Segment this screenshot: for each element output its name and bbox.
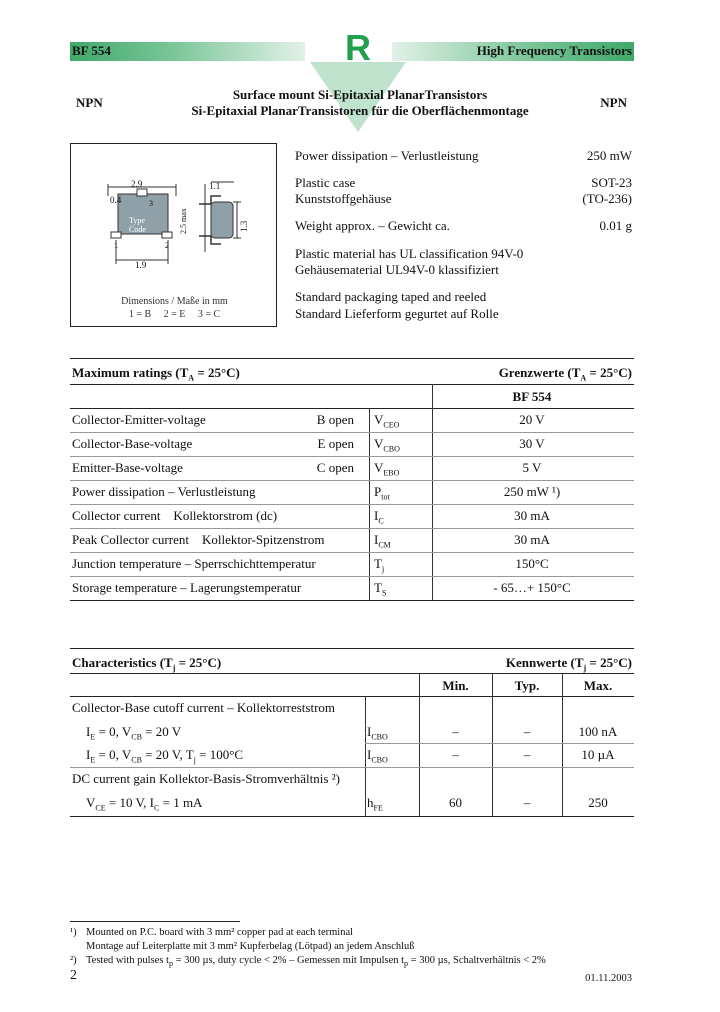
rating-value: 30 mA: [514, 532, 550, 547]
row2-max: 10 µA: [581, 747, 615, 762]
rating-symbol: $I_{CM}$: [374, 532, 391, 550]
row3-min: 60: [449, 795, 462, 810]
dim-pad: 0.4: [110, 195, 122, 205]
page-number: 2: [70, 968, 77, 983]
row-divider: [70, 432, 634, 433]
row2-symbol: $I_{CBO}$: [367, 747, 388, 765]
spec-ul-en: Plastic material has UL classification 94V-0: [295, 246, 524, 261]
dim-lead: 1.1: [209, 181, 221, 191]
rating-condition: C open: [316, 460, 354, 475]
part-number: BF 554: [72, 43, 111, 58]
pin3-label: 3: [149, 199, 153, 208]
rating-symbol: $T_S$: [374, 580, 387, 598]
footnote1-mark: ¹): [70, 927, 77, 938]
table-bottom-rule: [70, 600, 634, 601]
footnote2-mark: ²): [70, 955, 77, 966]
spec-case-label: Plastic case: [295, 175, 356, 190]
row1-condition: $I_E = 0$, $V_{CB} = 20$ V: [86, 724, 182, 742]
row-divider: [70, 767, 634, 768]
row3-max: 250: [588, 795, 608, 810]
row-divider: [70, 576, 634, 577]
row3-condition: $V_{CE} = 10$ V, $I_C = 1$ mA: [86, 795, 203, 813]
grenzwerte-title: Grenzwerte $(T_A = 25^\circ C)$: [498, 365, 632, 383]
dim-side: 1.3: [239, 220, 249, 232]
dimension-caption: Dimensions / Maße in mm: [121, 296, 228, 307]
row-divider: [70, 528, 634, 529]
spec-case-value: SOT-23: [591, 175, 632, 190]
column-header-bf554: BF 554: [512, 389, 552, 404]
rating-condition: B open: [316, 412, 354, 427]
rating-name: Storage temperature – Lagerungstemperatur: [72, 580, 302, 595]
spec-packaging-de: Standard Lieferform gegurtet auf Rolle: [295, 306, 499, 321]
row3-typ: –: [523, 795, 531, 810]
rating-symbol: $V_{EBO}$: [374, 460, 400, 478]
spec-power-value: 250 mW: [586, 148, 632, 163]
title-english: Surface mount Si-Epitaxial PlanarTransistors: [232, 87, 488, 102]
dim-pitch: 1.9: [135, 260, 147, 270]
rating-name: Power dissipation – Verlustleistung: [72, 484, 256, 499]
rating-value: 150°C: [515, 556, 549, 571]
row2-typ: –: [523, 747, 531, 762]
spec-power-label: Power dissipation – Verlustleistung: [295, 148, 479, 163]
rating-value: 5 V: [522, 460, 542, 475]
footnote-rule: [70, 921, 240, 922]
table-header-rule: [70, 696, 634, 697]
rating-symbol: $P_{tot}$: [374, 484, 390, 502]
max-ratings-title: Maximum ratings $(T_A = 25^\circ C)$: [72, 365, 240, 383]
row2-min: –: [452, 747, 459, 762]
type-left: NPN: [76, 95, 103, 110]
table-top-rule: [70, 673, 634, 674]
group-cutoff-current: Collector-Base cutoff current – Kollektorreststrom: [72, 700, 336, 715]
divider: [70, 358, 634, 359]
pin2-label: 2: [165, 241, 169, 250]
col-min: Min.: [442, 678, 469, 693]
table-top-rule: [70, 384, 634, 385]
spec-packaging-en: Standard packaging taped and reeled: [295, 289, 487, 304]
code-label: Code: [129, 225, 146, 234]
row1-typ: –: [523, 724, 531, 739]
table-bottom-rule: [70, 816, 634, 817]
date: 01.11.2003: [585, 973, 632, 984]
title-german: Si-Epitaxial PlanarTransistoren für die Oberflächenmontage: [191, 103, 529, 118]
pin1-label: 1: [114, 241, 118, 250]
footnote1-de: Montage auf Leiterplatte mit 3 mm² Kupferbelag (Lötpad) an jedem Anschluß: [86, 941, 415, 952]
row-divider: [365, 743, 634, 744]
rating-condition: E open: [317, 436, 354, 451]
characteristics-title: Characteristics $(T_j = 25^\circ C)$: [72, 655, 222, 673]
group-dc-gain: DC current gain Kollektor-Basis-Stromverhältnis ²): [72, 771, 340, 786]
rating-value: 20 V: [519, 412, 545, 427]
row3-symbol: $h_{FE}$: [367, 795, 383, 813]
row1-min: –: [452, 724, 459, 739]
col-max: Max.: [583, 678, 613, 693]
row-divider: [70, 480, 634, 481]
rating-name: Junction temperature – Sperrschichttemperatur: [72, 556, 316, 571]
footnote1-en: Mounted on P.C. board with 3 mm² copper pad at each terminal: [86, 927, 354, 938]
rating-value: 30 mA: [514, 508, 550, 523]
column-divider: [365, 696, 366, 816]
kennwerte-title: Kennwerte $(T_j = 25^\circ C)$: [505, 655, 632, 673]
category-title: High Frequency Transistors: [476, 43, 632, 58]
footnote2: Tested with pulses $t_p = 300$ µs, duty cycle < 2% – Gemessen mit Impulsen $t_p = 300$ µs, Schaltverhältnis < 2%: [86, 955, 546, 969]
spec-weight-label: Weight approx. – Gewicht ca.: [295, 218, 450, 233]
rating-value: 30 V: [519, 436, 545, 451]
rating-value: - 65…+ 150°C: [493, 580, 571, 595]
row1-symbol: $I_{CBO}$: [367, 724, 388, 742]
rating-symbol: $V_{CBO}$: [374, 436, 400, 454]
rating-symbol: $I_C$: [374, 508, 384, 526]
dim-height: 2.5 max: [179, 208, 188, 234]
type-right: NPN: [600, 95, 627, 110]
rating-name: Emitter-Base-voltage: [72, 460, 183, 475]
row2-condition: $I_E = 0$, $V_{CB} = 20$ V, $T_j = 100^\circ C$: [86, 747, 244, 765]
rating-value: 250 mW ¹): [503, 484, 561, 499]
row-divider: [70, 504, 634, 505]
row-divider: [70, 456, 634, 457]
spec-gehause-label: Kunststoffgehäuse: [295, 191, 392, 206]
type-code-label: Type: [129, 216, 145, 225]
row1-max: 100 nA: [578, 724, 618, 739]
rating-name: Peak Collector current Kollektor-Spitzenstrom: [72, 532, 325, 547]
pin-assignment: 1 = B 2 = E 3 = C: [128, 309, 221, 320]
row-divider: [70, 552, 634, 553]
divider: [70, 648, 634, 649]
col-typ: Typ.: [514, 678, 540, 693]
spec-ul-de: Gehäusematerial UL94V-0 klassifiziert: [295, 262, 499, 277]
rating-name: Collector current Kollektorstrom (dc): [72, 508, 278, 523]
package-drawing: [70, 143, 277, 327]
spec-weight-value: 0.01 g: [599, 218, 632, 233]
rating-symbol: $T_j$: [374, 556, 385, 574]
dim-width: 2.9: [131, 179, 143, 189]
logo: R: [345, 27, 371, 68]
rating-name: Collector-Base-voltage: [72, 436, 193, 451]
rating-symbol: $V_{CEO}$: [374, 412, 400, 430]
rating-name: Collector-Emitter-voltage: [72, 412, 206, 427]
spec-to-value: (TO-236): [582, 191, 632, 206]
table-header-rule: [70, 408, 634, 409]
